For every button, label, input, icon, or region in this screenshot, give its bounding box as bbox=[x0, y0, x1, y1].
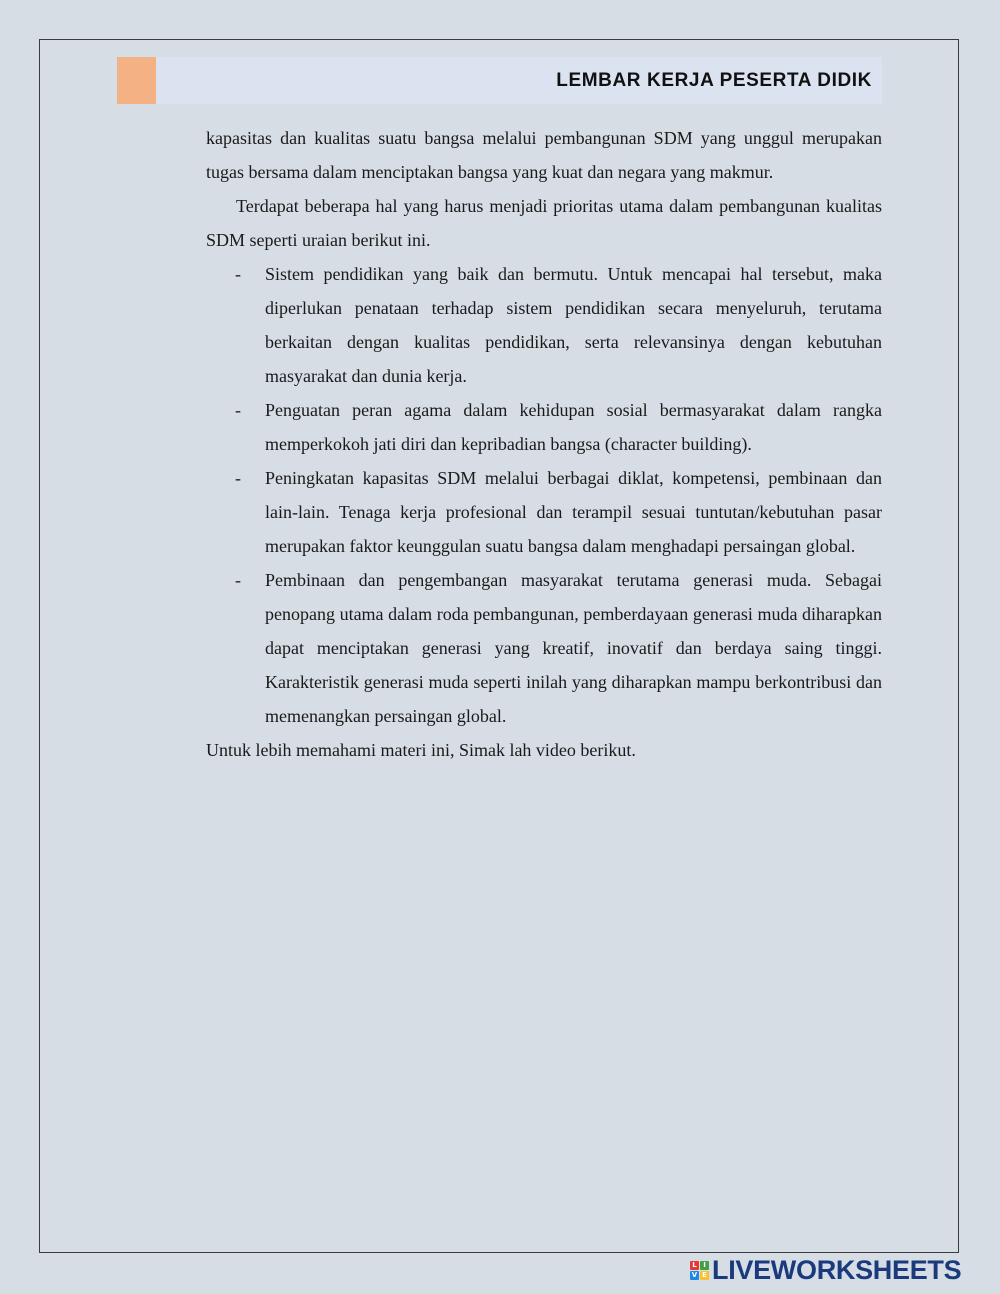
paragraph-intro: kapasitas dan kualitas suatu bangsa melalui pembangunan SDM yang unggul merupakan tugas bersama dalam menciptakan bangsa yang kuat dan negara yang makmur. bbox=[206, 128, 882, 182]
page-title: LEMBAR KERJA PESERTA DIDIK bbox=[556, 70, 872, 91]
list-item bbox=[206, 461, 882, 563]
list-item-text: Penguatan peran agama dalam kehidupan sosial bermasyarakat dalam rangka memperkokoh jati diri dan kepribadian bangsa (character building). bbox=[265, 400, 882, 454]
logo-letter-l: L bbox=[690, 1261, 699, 1270]
list-item-text: Sistem pendidikan yang baik dan bermutu. Untuk mencapai hal tersebut, maka diperlukan penataan terhadap sistem pendidikan secara menyeluruh, terutama berkaitan dengan kualitas pendidikan, serta relevansinya dengan kebutuhan masyarakat dan dunia kerja. bbox=[265, 264, 882, 386]
logo-wordmark: LIVEWORKSHEETS bbox=[712, 1254, 962, 1285]
bullet-dash: - bbox=[235, 400, 241, 420]
list-item bbox=[206, 257, 882, 393]
header-accent-block bbox=[117, 57, 156, 104]
bullet-dash: - bbox=[235, 264, 241, 284]
logo-letter-e: E bbox=[700, 1271, 709, 1280]
liveworksheets-logo-icon bbox=[690, 1261, 709, 1280]
list-item bbox=[206, 393, 882, 461]
paragraph-priorities: Terdapat beberapa hal yang harus menjadi prioritas utama dalam pembangunan kualitas SDM seperti uraian berikut ini. bbox=[206, 196, 882, 250]
bullet-dash: - bbox=[235, 570, 241, 590]
worksheet-content bbox=[206, 121, 882, 767]
bullet-dash: - bbox=[235, 468, 241, 488]
list-item-text: Pembinaan dan pengembangan masyarakat terutama generasi muda. Sebagai penopang utama dalam roda pembangunan, pemberdayaan generasi muda diharapkan dapat menciptakan generasi yang kreatif, inovatif dan berdaya saing tinggi. Karakteristik generasi muda seperti inilah yang diharapkan mampu berkontribusi dan memenangkan persaingan global. bbox=[265, 570, 882, 726]
priority-list bbox=[206, 257, 882, 733]
logo-letter-v: V bbox=[691, 1270, 698, 1279]
logo-letter-i: I bbox=[700, 1261, 709, 1270]
header-band bbox=[156, 57, 882, 104]
liveworksheets-logo[interactable] bbox=[690, 1256, 961, 1284]
list-item bbox=[206, 563, 882, 733]
list-item-text: Peningkatan kapasitas SDM melalui berbagai diklat, kompetensi, pembinaan dan lain-lain. Tenaga kerja profesional dan terampil sesuai tuntutan/kebutuhan pasar merupakan faktor keunggulan suatu bangsa dalam menghadapi persaingan global. bbox=[265, 468, 882, 556]
paragraph-closing: Untuk lebih memahami materi ini, Simak lah video berikut. bbox=[206, 740, 636, 760]
